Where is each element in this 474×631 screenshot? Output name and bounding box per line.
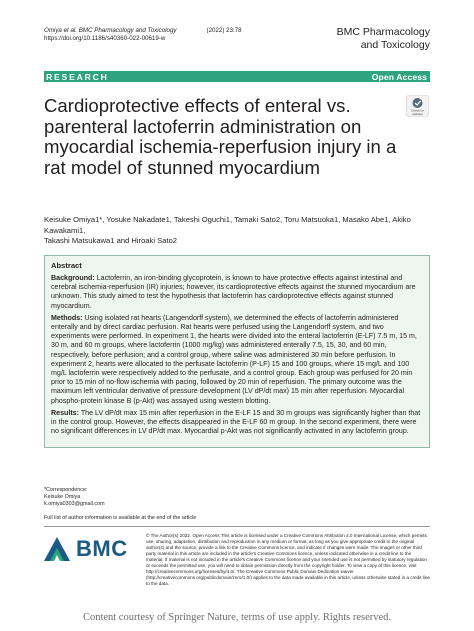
article-type-label: RESEARCH — [46, 71, 109, 82]
check-updates-icon — [406, 95, 429, 117]
abstract-background — [51, 274, 423, 311]
background-label: Background: — [51, 274, 95, 282]
badge-line2: updates — [412, 111, 423, 116]
methods-text: Using isolated rat hearts (Langendorff system), we determined the effects of lactoferrin administered enterally and by direct cardiac perfusion. Rat hearts were perfused using the Langendorff system, and two experiments were performed. In experiment 1, the hearts were divided into the enteral lactoferrin (E-LF) 7.5 m, 15 m, 30 m, and 60 m groups, where lactoferrin (1000 mg/kg) was administered enterally 7.5, 15, 30, and 60 min, respectively, before perfusion; and a control group, where saline was administered 30 min before perfusion. In experiment 2, hearts were allocated to the perfusate lactoferrin (P-LF) 15 and 100 groups, where 15 mg/L and 100 mg/L lactoferrin were respectively added to the perfusate, and a control group. Each group was perfused for 20 min prior to 15 min of no-flow ischemia with pacing, followed by 20 min of reperfusion. The primary outcome was the maximum left ventricular derivative of pressure development (LV dP/dt max) 15 min after reperfusion. Myocardial phospho-protein kinase B (p-Akt) was assayed using western blotting. — [51, 313, 417, 405]
journal-name — [337, 26, 430, 52]
results-label: Results: — [51, 408, 79, 417]
correspondence-label: *Correspondence: — [44, 487, 88, 493]
journal-name-line2: and Toxicology — [360, 39, 430, 51]
abstract-methods — [51, 314, 423, 406]
article-title: Cardioprotective effects of enteral vs. parenteral lactoferrin administration on myocardial ischemia-reperfusion injury in a rat model of stunned myocardium — [44, 95, 397, 178]
check-for-updates-badge[interactable] — [406, 95, 429, 117]
footer-divider — [44, 526, 430, 527]
badge-line1: Check for — [411, 108, 424, 113]
correspondence-email[interactable]: k.omiya0303@gmail.com — [44, 501, 105, 507]
citation-line: Omiya et al. BMC Pharmacology and Toxicology — [44, 27, 177, 34]
abstract-box — [44, 255, 430, 448]
author-list — [44, 215, 430, 247]
author-line1: Keisuke Omiya1*, Yosuke Nakadate1, Takeshi Oguchi1, Tamaki Sato2, Toru Matsuoka1, Masako Abe1, Akiko Kawakami1, — [44, 215, 411, 235]
courtesy-notice: Content courtesy of Springer Nature, terms of use apply. Rights reserved. — [82, 612, 392, 623]
methods-label: Methods: — [51, 313, 83, 322]
license-text: © The Author(s) 2022. Open Access This article is licensed under a Creative Commons Attribution 4.0 International License, which permits use, sharing, adaptation, distribution and reproduction in any medium or format, as long as you give appropriate credit to the original author(s) and the source, provide a link to the Creative Commons licence, and indicate if changes were made. The images or other third party material in this article are included in the article's Creative Commons licence, unless indicated otherwise in a credit line to the material. If material is not included in the article's Creative Commons licence and your intended use is not permitted by statutory regulation or exceeds the permitted use, you will need to obtain permission directly from the copyright holder. To view a copy of this licence, visit http://creativecommons.org/licenses/by/4.0/. The Creative Commons Public Domain Dedication waiver (http://creativecommons.org/publicdomain/zero/1.0/) applies to the data made available in this article, unless otherwise stated in a credit line to the data. — [146, 533, 430, 586]
article-type-banner — [44, 71, 430, 82]
correspondence-block — [44, 487, 105, 508]
bmc-logo-text: BMC — [76, 536, 128, 561]
results-text: The LV dP/dt max 15 min after reperfusion in the E-LF 15 and 30 m groups was significantly higher than that in the control group. However, the effects disappeared in the E-LF 60 m group. In the second experiment, there were no significant differences in LV dP/dt max. Myocardial p-Akt was not significantly activated in any lactoferrin group. — [51, 408, 421, 436]
abstract-results — [51, 409, 423, 437]
doi-link[interactable]: https://doi.org/10.1186/s40360-022-00619-w — [44, 35, 166, 42]
abstract-heading: Abstract — [51, 261, 82, 270]
background-text: Lactoferrin, an iron-binding glycoprotein, is known to have protective effects against intestinal and cerebral ischemia-reperfusion (IR) injuries; however, its cardioprotective effects against the stunned myocardium are unknown. This study aimed to test the hypothesis that lactoferrin has cardioprotective effects against stunned myocardium. — [51, 274, 416, 310]
year-volume: (2022) 23:78 — [206, 27, 242, 34]
author-info-note: Full list of author information is available at the end of the article — [44, 515, 197, 521]
correspondence-name: Keisuke Omiya — [44, 494, 81, 500]
bmc-logo — [44, 534, 134, 564]
journal-name-line1: BMC Pharmacology — [336, 26, 430, 38]
bmc-logo-icon — [44, 537, 70, 561]
author-line2: Takashi Matsukawa1 and Hiroaki Sato2 — [44, 236, 177, 245]
open-access-label: Open Access — [371, 71, 427, 82]
citation-header — [44, 27, 242, 43]
